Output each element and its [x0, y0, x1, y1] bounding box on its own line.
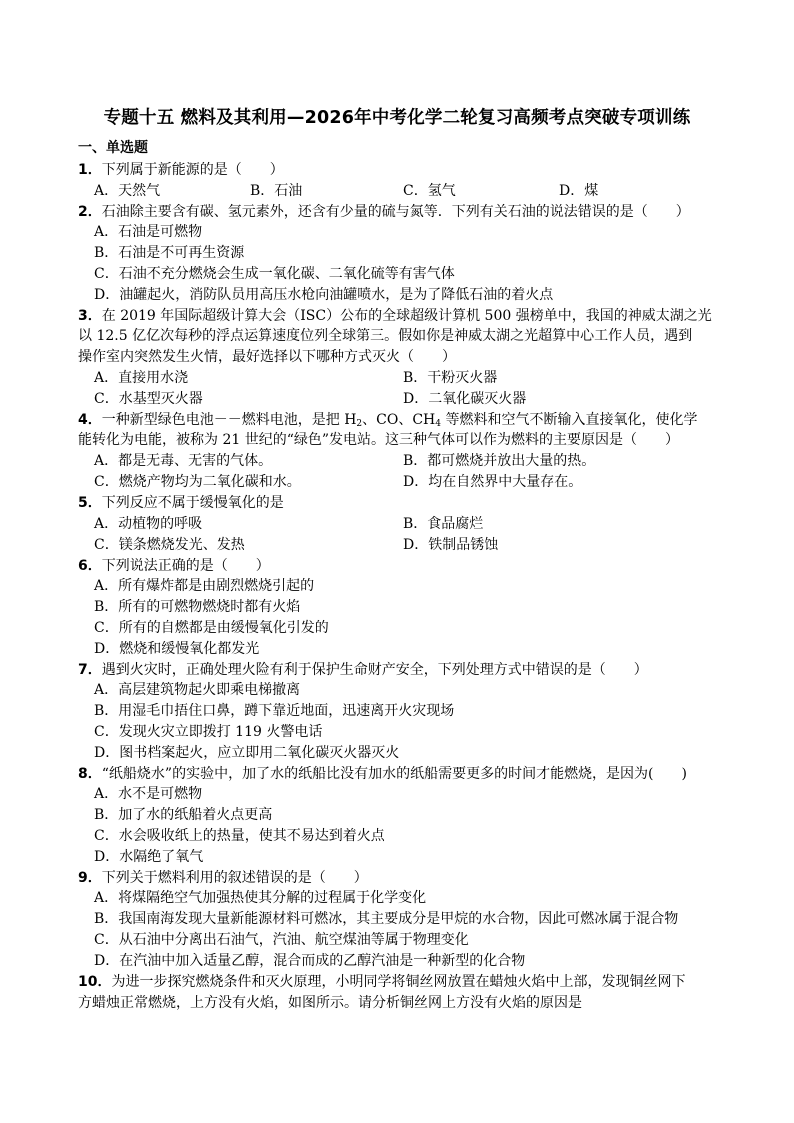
subscript: 2 [356, 419, 363, 429]
question-number: 2． [78, 204, 102, 220]
q1-option-b: B．石油 [250, 183, 303, 199]
question-3-line-3: 操作室内突然发生火情，最好选择以下哪种方式灭火（ ） [78, 349, 456, 365]
question-6 [78, 556, 270, 576]
q2-option-b: B．石油是不可再生资源 [94, 245, 245, 261]
question-text: 遇到火灾时，正确处理火险有利于保护生命财产安全，下列处理方式中错误的是（ ） [101, 662, 648, 678]
question-number: 7． [78, 662, 102, 678]
page-title: 专题十五 燃料及其利用—2026年中考化学二轮复习高频考点突破专项训练 [103, 108, 691, 128]
q5-option-d: D．铁制品锈蚀 [403, 537, 499, 553]
question-2 [78, 202, 690, 222]
q5-option-b: B．食品腐烂 [403, 516, 484, 532]
q8-option-b: B．加了水的纸船着火点更高 [94, 807, 273, 823]
q5-option-c: C．镁条燃烧发光、发热 [94, 537, 245, 553]
q7-option-d: D．图书档案起火，应立即用二氧化碳灭火器灭火 [94, 745, 400, 761]
q4-option-c: C．燃烧产物均为二氧化碳和水。 [94, 474, 301, 490]
question-text: 下列反应不属于缓慢氧化的是 [101, 495, 284, 511]
q6-option-b: B．所有的可燃物燃烧时都有火焰 [94, 599, 301, 615]
q4-option-d: D．均在自然界中大量存在。 [403, 474, 583, 490]
q3-option-b: B．干粉灭火器 [403, 370, 498, 386]
question-text: 下列说法正确的是（ ） [101, 558, 270, 574]
q3-option-d: D．二氧化碳灭火器 [403, 391, 527, 407]
question-number: 9． [78, 870, 102, 886]
q1-option-c: C．氢气 [403, 183, 456, 199]
q9-option-d: D．在汽油中加入适量乙醇，混合而成的乙醇汽油是一种新型的化合物 [94, 953, 526, 969]
question-number: 6． [78, 558, 102, 574]
q6-option-c: C．所有的自燃都是由缓慢氧化引发的 [94, 620, 329, 636]
question-number: 3． [78, 308, 102, 324]
q7-option-c: C．发现火灾立即拨打 119 火警电话 [94, 724, 323, 740]
question-text-part-2: 、CO、CH [362, 412, 436, 428]
question-text-part-3: 等燃料和空气不断输入直接氧化，使化学 [441, 412, 698, 428]
q2-option-d: D．油罐起火，消防队员用高压水枪向油罐喷水，是为了降低石油的着火点 [94, 287, 554, 303]
question-text: 下列关于燃料利用的叙述错误的是（ ） [101, 870, 368, 886]
question-text-part-1: 一种新型绿色电池－－燃料电池，是把 H [101, 412, 357, 428]
question-text-line-1: 在 2019 年国际超级计算大会（ISC）公布的全球超级计算机 500 强榜单中，我国的神威太湖之光 [101, 308, 712, 324]
question-9 [78, 868, 368, 888]
q5-option-a: A．动植物的呼吸 [94, 516, 203, 532]
question-number: 5． [78, 495, 102, 511]
q2-option-a: A．石油是可燃物 [94, 224, 203, 240]
question-3 [78, 306, 712, 326]
q1-option-a: A．天然气 [94, 183, 161, 199]
question-text: 下列属于新能源的是（ ） [101, 162, 284, 178]
q8-option-a: A．水不是可燃物 [94, 786, 203, 802]
q1-option-d: D．煤 [559, 183, 599, 199]
q3-option-c: C．水基型灭火器 [94, 391, 203, 407]
subscript: 4 [435, 419, 442, 429]
question-10-line-2: 方蜡烛正常燃烧，上方没有火焰，如图所示。请分析铜丝网上方没有火焰的原因是 [78, 995, 582, 1011]
q3-option-a: A．直接用水浇 [94, 370, 189, 386]
q9-option-b: B．我国南海发现大量新能源材料可燃冰，其主要成分是甲烷的水合物，因此可燃冰属于混合物 [94, 911, 679, 927]
question-number: 10． [78, 974, 112, 990]
q9-option-c: C．从石油中分离出石油气，汽油、航空煤油等属于物理变化 [94, 932, 469, 948]
q9-option-a: A．将煤隔绝空气加强热使其分解的过程属于化学变化 [94, 890, 427, 906]
question-text: 石油除主要含有碳、氢元素外，还含有少量的硫与氮等．下列有关石油的说法错误的是（ ） [101, 204, 690, 220]
question-8 [78, 764, 687, 784]
q6-option-d: D．燃烧和缓慢氧化都发光 [94, 641, 260, 657]
q2-option-c: C．石油不充分燃烧会生成一氧化碳、二氧化硫等有害气体 [94, 266, 455, 282]
q7-option-a: A．高层建筑物起火即乘电梯撤离 [94, 682, 301, 698]
question-text: “纸船烧水”的实验中，加了水的纸船比没有加水的纸船需要更多的时间才能燃烧，是因为( ) [101, 766, 687, 782]
question-text-line-1: 为进一步探究燃烧条件和灭火原理，小明同学将铜丝网放置在蜡烛火焰中上部，发现铜丝网下 [111, 974, 686, 990]
q4-option-b: B．都可燃烧并放出大量的热。 [403, 453, 596, 469]
section-heading: 一、单选题 [78, 140, 148, 156]
question-3-line-2: 以 12.5 亿亿次每秒的浮点运算速度位列全球第三。假如你是神威太湖之光超算中心工作人员，遇到 [78, 328, 693, 344]
q8-option-c: C．水会吸收纸上的热量，使其不易达到着火点 [94, 828, 385, 844]
q4-option-a: A．都是无毒、无害的气体。 [94, 453, 273, 469]
question-4-line-2: 能转化为电能，被称为 21 世纪的“绿色”发电站。这三种气体可以作为燃料的主要原因是（ ） [78, 432, 680, 448]
q8-option-d: D．水隔绝了氧气 [94, 849, 204, 865]
question-10 [78, 972, 685, 992]
q6-option-a: A．所有爆炸都是由剧烈燃烧引起的 [94, 578, 315, 594]
question-number: 8． [78, 766, 102, 782]
question-5 [78, 493, 284, 513]
question-7 [78, 660, 648, 680]
q7-option-b: B．用湿毛巾捂住口鼻，蹲下靠近地面，迅速离开火灾现场 [94, 703, 455, 719]
question-number: 4． [78, 412, 102, 428]
question-1 [78, 160, 284, 180]
question-number: 1． [78, 162, 102, 178]
